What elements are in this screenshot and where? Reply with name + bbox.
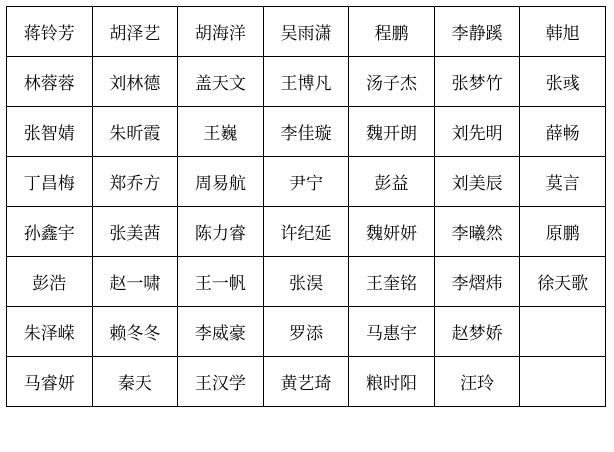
- table-cell: 赵一啸: [92, 257, 178, 307]
- table-cell: 徐天歌: [520, 257, 606, 307]
- table-cell: 刘林德: [92, 57, 178, 107]
- table-cell: 李威豪: [178, 307, 264, 357]
- table-cell: 魏妍妍: [349, 207, 435, 257]
- table-cell: 张梦竹: [434, 57, 520, 107]
- table-cell: 马睿妍: [7, 357, 93, 407]
- table-cell: 黄艺琦: [263, 357, 349, 407]
- table-cell: 胡海洋: [178, 7, 264, 57]
- table-cell: 韩旭: [520, 7, 606, 57]
- table-cell: 王博凡: [263, 57, 349, 107]
- table-row: [7, 7, 606, 57]
- table-cell: 陈力睿: [178, 207, 264, 257]
- table-cell: 蒋铃芳: [7, 7, 93, 57]
- table-cell: 彭浩: [7, 257, 93, 307]
- table-cell: 汤子杰: [349, 57, 435, 107]
- table-cell: 丁昌梅: [7, 157, 93, 207]
- table-cell: 薛畅: [520, 107, 606, 157]
- table-cell: 胡泽艺: [92, 7, 178, 57]
- table-cell: 张淏: [263, 257, 349, 307]
- table-cell: 王奎铭: [349, 257, 435, 307]
- table-cell: 魏开朗: [349, 107, 435, 157]
- table-cell: 刘先明: [434, 107, 520, 157]
- table-cell: 赵梦娇: [434, 307, 520, 357]
- table-cell: 罗添: [263, 307, 349, 357]
- names-table: [6, 6, 606, 407]
- table-cell: 刘美辰: [434, 157, 520, 207]
- table-cell: 许纪延: [263, 207, 349, 257]
- table-cell: 王巍: [178, 107, 264, 157]
- table-cell: 朱昕霞: [92, 107, 178, 157]
- table-row: [7, 57, 606, 107]
- table-row: [7, 107, 606, 157]
- table-cell: 李静蹊: [434, 7, 520, 57]
- table-cell: 王一帆: [178, 257, 264, 307]
- table-cell: 张美茜: [92, 207, 178, 257]
- table-cell: 汪玲: [434, 357, 520, 407]
- table-cell: 李曦然: [434, 207, 520, 257]
- table-cell: 莫言: [520, 157, 606, 207]
- table-cell: 李佳璇: [263, 107, 349, 157]
- table-cell: 郑乔方: [92, 157, 178, 207]
- table-cell-empty: [520, 307, 606, 357]
- table-cell: 彭益: [349, 157, 435, 207]
- table-cell: 原鹏: [520, 207, 606, 257]
- table-cell: 盖天文: [178, 57, 264, 107]
- table-cell: 赖冬冬: [92, 307, 178, 357]
- names-table-body: [7, 7, 606, 407]
- table-cell-empty: [520, 357, 606, 407]
- table-cell: 李熠炜: [434, 257, 520, 307]
- table-row: [7, 307, 606, 357]
- table-cell: 马惠宇: [349, 307, 435, 357]
- table-cell: 程鹏: [349, 7, 435, 57]
- table-row: [7, 207, 606, 257]
- table-row: [7, 357, 606, 407]
- table-cell: 粮时阳: [349, 357, 435, 407]
- table-cell: 张彧: [520, 57, 606, 107]
- table-cell: 尹宁: [263, 157, 349, 207]
- table-row: [7, 157, 606, 207]
- table-cell: 朱泽嵘: [7, 307, 93, 357]
- table-cell: 王汉学: [178, 357, 264, 407]
- table-cell: 吴雨潇: [263, 7, 349, 57]
- table-cell: 秦天: [92, 357, 178, 407]
- table-cell: 林蓉蓉: [7, 57, 93, 107]
- table-cell: 周易航: [178, 157, 264, 207]
- table-cell: 张智婧: [7, 107, 93, 157]
- table-row: [7, 257, 606, 307]
- table-cell: 孙鑫宇: [7, 207, 93, 257]
